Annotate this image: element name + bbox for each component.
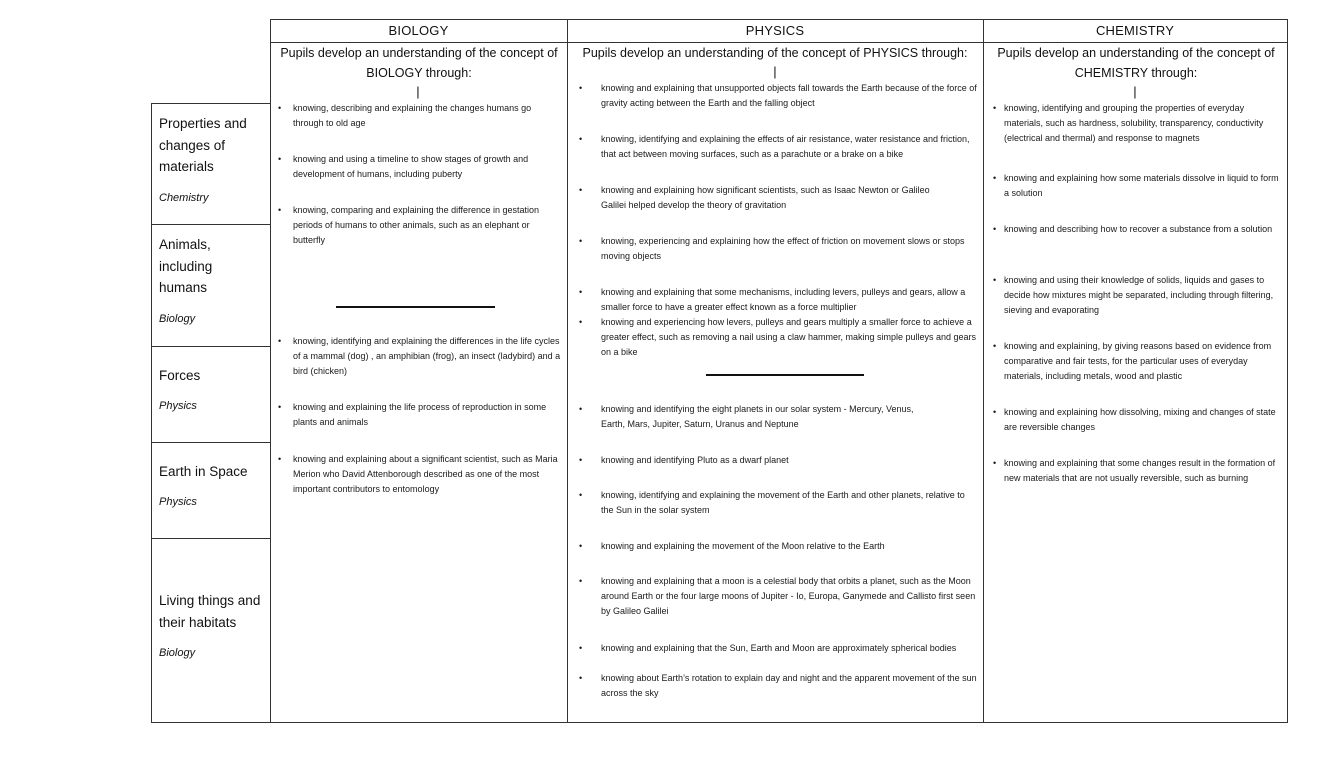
physics-intro-connector: | [773,64,777,79]
bullet-text: knowing and using a timeline to show stages of growth and development of humans, including puberty [293,154,529,179]
physics-bullet [579,671,979,701]
row-divider-5 [151,538,270,539]
bullet-dot: • [579,404,583,414]
row-header-left-border [151,103,152,722]
bullet-dot: • [579,455,583,465]
bullet-text: knowing and explaining that unsupported objects fall towards the Earth because of the force of gravity acting between the Earth and the falling object [601,83,977,108]
bullet-dot: • [579,287,583,297]
physics-bullet [579,539,979,554]
bullet-dot: • [579,134,583,144]
biology-bullet [278,452,561,497]
bullet-text: knowing and using their knowledge of solids, liquids and gases to decide how mixtures might be separated, including through filtering, sieving and evaporating [1004,275,1274,315]
topic-subject: Physics [159,495,197,508]
physics-bullet [579,641,969,656]
topic-subject: Chemistry [159,191,209,204]
bullet-text: knowing and explaining how some materials dissolve in liquid to form a solution [1004,173,1279,198]
bullet-dot: • [579,83,583,93]
bullet-text: knowing, experiencing and explaining how the effect of friction on movement slows or stops moving objects [601,236,965,261]
bullet-dot: • [278,103,282,113]
row-divider-2 [151,224,270,225]
physics-bullet [579,285,969,315]
physics-bullet [579,574,982,619]
chemistry-intro: Pupils develop an understanding of the concept of CHEMISTRY through: [997,46,1275,80]
chemistry-bullet [993,456,1285,486]
topic-title: Earth in Space [159,464,248,479]
physics-bullet [579,453,979,468]
topic-forces [159,365,271,412]
bullet-text: knowing and explaining about a significant scientist, such as Maria Merion who David Attenborough described as one of the most important contributors to entomology [293,454,558,494]
bullet-dot: • [579,643,583,653]
physics-bullet [579,234,982,264]
bullet-dot: • [579,576,583,586]
row-divider-3 [151,346,270,347]
row-divider-1 [151,103,270,104]
bullet-dot: • [579,673,583,683]
bullet-text: knowing, identifying and explaining the effects of air resistance, water resistance and friction, that act between moving surfaces, such as a parachute or a brake on a bike [601,134,970,159]
topic-title: Properties and changes of materials [159,116,247,174]
physics-header: PHYSICS [745,23,805,38]
topic-properties-and-changes-of-materials [159,113,271,204]
physics-intro: Pupils develop an understanding of the concept of PHYSICS through: [582,46,968,60]
topic-title: Animals, including humans [159,237,213,295]
row-divider-4 [151,442,270,443]
bullet-dot: • [579,317,583,327]
biology-bullet [278,400,558,430]
topic-title: Forces [159,368,201,383]
bullet-text: knowing, identifying and grouping the properties of everyday materials, such as hardness, solubility, transparency, conductivity (electrical and thermal) and response to magnets [1004,103,1264,143]
bullet-dot: • [579,490,583,500]
bullet-text: knowing and experiencing how levers, pulleys and gears multiply a smaller force to achieve a greater effect, such as removing a nail using a claw hammer, making simple pulleys and gears on a bike [601,317,977,357]
bullet-text: knowing, identifying and explaining the differences in the life cycles of a mammal (dog) , an amphibian (frog), an insect (ladybird) and a bird (chicken) [293,336,561,376]
bullet-dot: • [993,224,997,234]
chemistry-bullet [993,273,1283,318]
physics-bullet [579,315,979,360]
bullet-dot: • [579,236,583,246]
physics-bullet [579,488,974,518]
biology-header: BIOLOGY [388,23,449,38]
physics-column-left-border [567,19,568,722]
bullet-text: knowing and explaining how dissolving, mixing and changes of state are reversible changes [1004,407,1276,432]
biology-intro: Pupils develop an understanding of the concept of BIOLOGY through: [280,46,558,80]
physics-bullet [579,402,929,432]
biology-bullet [278,152,558,182]
bullet-dot: • [278,154,282,164]
bullet-text: knowing and identifying Pluto as a dwarf planet [601,455,789,465]
bullet-dot: • [993,173,997,183]
bullet-dot: • [993,341,997,351]
bullet-dot: • [993,275,997,285]
table-right-border [1287,19,1288,722]
bullet-text: knowing and explaining that the Sun, Earth and Moon are approximately spherical bodies [601,643,957,653]
chemistry-bullet [993,339,1283,384]
topic-title: Living things and their habitats [159,593,261,630]
bullet-dot: • [278,205,282,215]
bullet-text: knowing, comparing and explaining the difference in gestation periods of humans to other animals, such as an elephant or butterfly [293,205,539,245]
chemistry-column-left-border [983,19,984,722]
bullet-dot: • [579,541,583,551]
bullet-dot: • [993,458,997,468]
topic-subject: Physics [159,399,197,412]
bullet-text: knowing and explaining that some changes result in the formation of new materials that are not usually reversible, such as burning [1004,458,1276,483]
biology-section-divider [336,306,495,308]
topic-animals-including-humans [159,234,271,325]
chemistry-bullet [993,101,1283,146]
table-bottom-border [151,722,1288,723]
bullet-text: knowing and explaining, by giving reasons based on evidence from comparative and fair tests, for the particular uses of everyday materials, including metals, wood and plastic [1004,341,1272,381]
bullet-dot: • [278,454,282,464]
physics-bullet [579,183,949,213]
bullet-dot: • [278,402,282,412]
physics-bullet [579,81,979,111]
topic-subject: Biology [159,647,196,659]
chemistry-intro-connector: | [1133,84,1137,99]
topic-earth-in-space [159,461,271,508]
physics-section-divider [706,374,864,376]
bullet-dot: • [278,336,282,346]
bullet-text: knowing and explaining that some mechanisms, including levers, pulleys and gears, allow a smaller force to have a greater effect known as a force multiplier [601,287,966,312]
bullet-text: knowing and describing how to recover a substance from a solution [1004,224,1273,234]
bullet-text: knowing, identifying and explaining the movement of the Earth and other planets, relative to the Sun in the solar system [601,490,965,515]
topic-subject: Biology [159,312,196,325]
bullet-dot: • [579,185,583,195]
bullet-text: knowing and explaining the life process of reproduction in some plants and animals [293,402,547,427]
bullet-text: knowing and identifying the eight planets in our solar system - Mercury, Venus, Earth, Mars, Jupiter, Saturn, Uranus and Neptune [601,404,914,429]
biology-bullet [278,203,546,248]
bullet-text: knowing, describing and explaining the changes humans go through to old age [293,103,532,128]
physics-bullet [579,132,979,162]
bullet-text: knowing and explaining that a moon is a celestial body that orbits a planet, such as the Moon around Earth or the four large moons of Jupiter - Io, Europa, Ganymede and Callisto first seen by Galileo Galilei [601,576,976,616]
biology-bullet [278,101,558,131]
chemistry-header: CHEMISTRY [1095,23,1175,38]
bullet-text: knowing and explaining how significant scientists, such as Isaac Newton or Galileo Galilei helped develop the theory of gravitation [601,185,930,210]
topic-living-things-and-their-habitats [159,590,271,659]
bullet-dot: • [993,103,997,113]
chemistry-bullet [993,405,1283,435]
bullet-text: knowing about Earth’s rotation to explain day and night and the apparent movement of the sun across the sky [601,673,977,698]
chemistry-bullet [993,171,1283,201]
bullet-dot: • [993,407,997,417]
chemistry-bullet [993,222,1273,237]
biology-intro-connector: | [416,84,420,99]
biology-bullet [278,334,561,379]
bullet-text: knowing and explaining the movement of the Moon relative to the Earth [601,541,885,551]
